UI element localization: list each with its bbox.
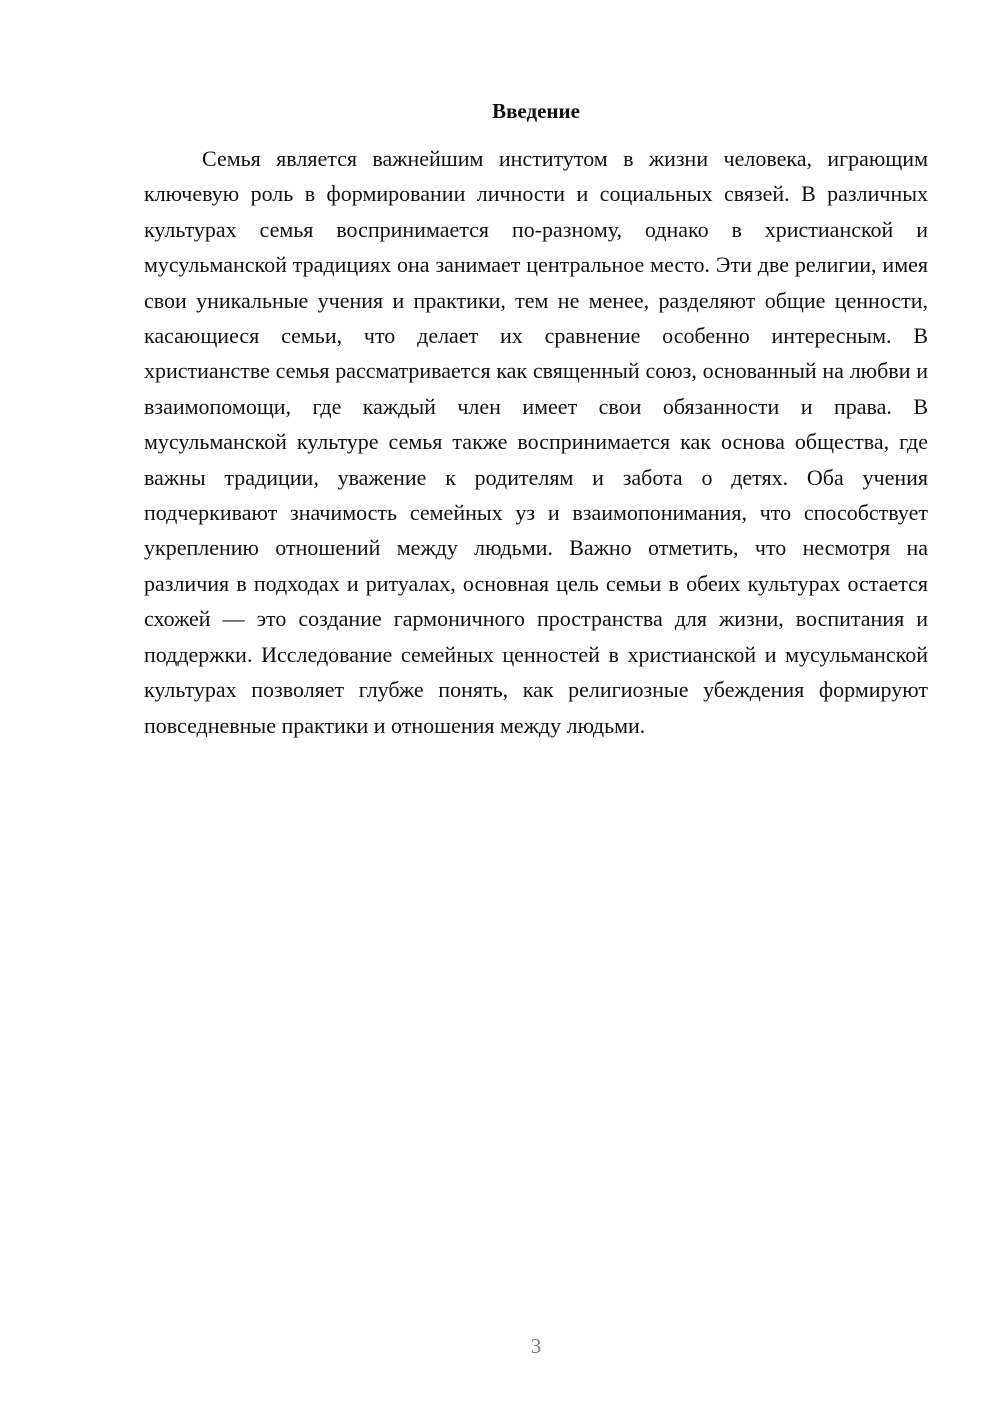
section-heading: Введение [492, 99, 580, 123]
page-number: 3 [530, 1334, 542, 1358]
body-paragraph: Семья является важнейшим институтом в жизни человека, играющим ключевую роль в формировании личности и социальных связей. В различных культурах семья воспринимается по-разному, однако в христианской и мусульманской традициях она занимает центральное место. Эти две религии, имея свои уникальные учения и практики, тем не менее, разделяют общие ценности, касающиеся семьи, что делает их сравнение особенно интересным. В христианстве семья рассматривается как священный союз, основанный на любви и взаимопомощи, где каждый член имеет свои обязанности и права. В мусульманской культуре семья также воспринимается как основа общества, где важны традиции, уважение к родителям и забота о детях. Оба учения подчеркивают значимость семейных уз и взаимопонимания, что способствует укреплению отношений между людьми. Важно отметить, что несмотря на различия в подходах и ритуалах, основная цель семьи в обеих культурах остается схожей — это создание гармоничного пространства для жизни, воспитания и поддержки. Исследование семейных ценностей в христианской и мусульманской культурах позволяет глубже понять, как религиозные убеждения формируют повседневные практики и отношения между людьми. [144, 146, 928, 738]
